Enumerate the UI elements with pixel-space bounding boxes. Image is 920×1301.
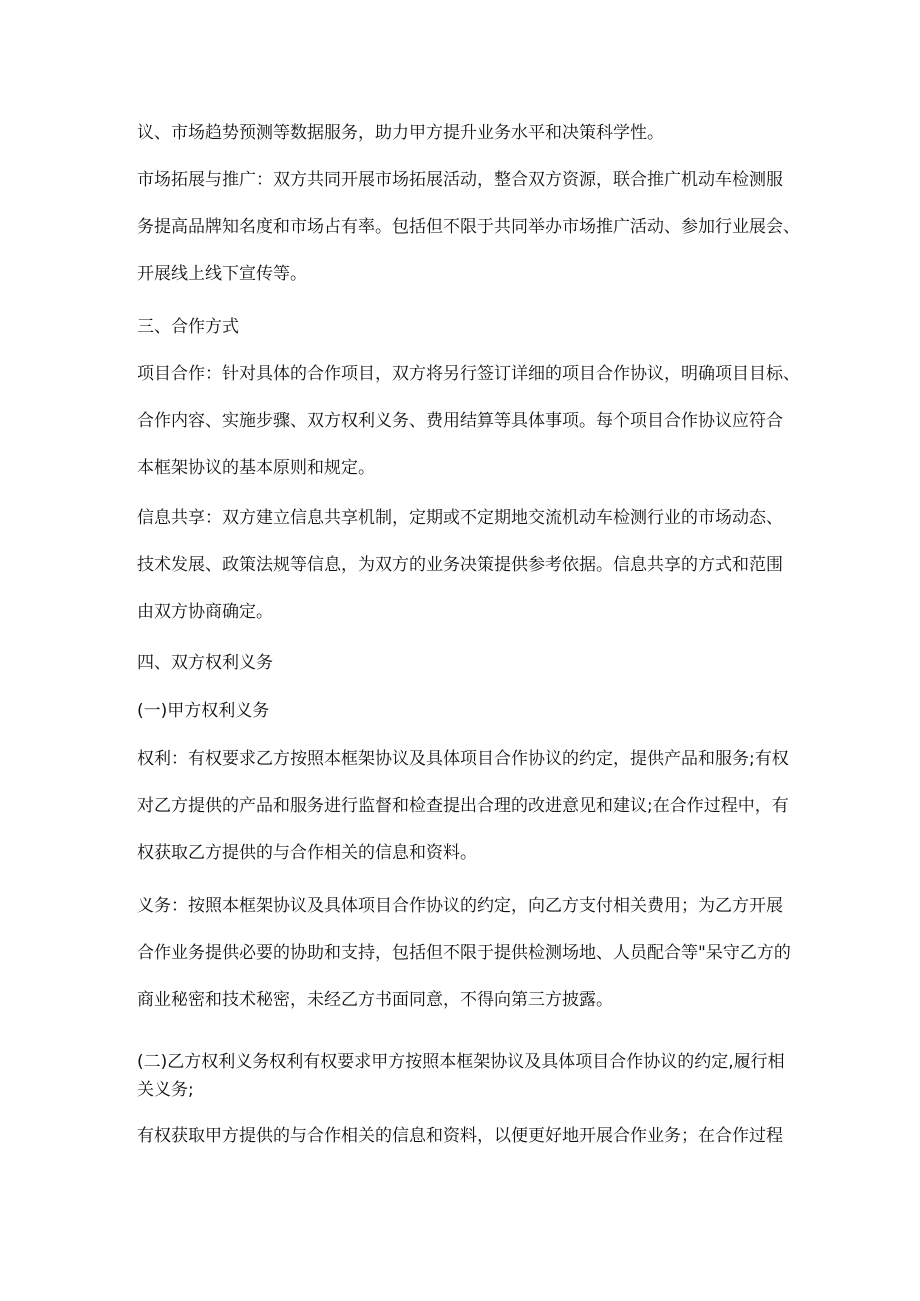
text-line: 权获取乙方提供的与合作相关的信息和资料。	[137, 843, 477, 863]
text-line: 商业秘密和技术秘密，未经乙方书面同意，不得向第三方披露。	[137, 990, 613, 1010]
text-line: 由双方协商确定。	[137, 602, 273, 622]
text-line: 义务：按照本框架协议及具体项目合作协议的约定，向乙方支付相关费用；为乙方开展	[137, 896, 783, 916]
subsection-heading: (一)甲方权利义务	[137, 701, 270, 721]
paragraph-data-services	[137, 110, 797, 157]
text-line: 开展线上线下宣传等。	[137, 264, 307, 284]
paragraph-project-cooperation	[137, 351, 800, 492]
text-line: 技术发展、政策法规等信息，为双方的业务决策提供参考依据。信息共享的方式和范围	[137, 555, 783, 575]
text-line: (二)乙方权利义务权利有权要求甲方按照本框架协议及具体项目合作协议的约定,履行相	[137, 1052, 785, 1072]
text-line: 信息共享：双方建立信息共享机制，定期或不定期地交流机动车检测行业的市场动态、	[137, 508, 783, 528]
paragraph-party-b-rights	[137, 1113, 797, 1160]
text-line: 市场拓展与推广：双方共同开展市场拓展活动，整合双方资源，联合推广机动车检测服	[137, 170, 783, 190]
section-heading: 三、合作方式	[137, 317, 239, 337]
section-heading-cooperation-methods	[137, 304, 797, 351]
text-line: 务提高品牌知名度和市场占有率。包括但不限于共同举办市场推广活动、参加行业展会、	[137, 217, 800, 237]
text-line: 有权获取甲方提供的与合作相关的信息和资料，以便更好地开展合作业务；在合作过程	[137, 1126, 783, 1146]
text-line: 项目合作：针对具体的合作项目，双方将另行签订详细的项目合作协议，明确项目目标、	[137, 364, 800, 384]
section-heading: 四、双方权利义务	[137, 653, 273, 673]
paragraph-party-a-obligations	[137, 883, 797, 1024]
text-line: 本框架协议的基本原则和规定。	[137, 458, 375, 478]
paragraph-information-sharing	[137, 495, 797, 636]
section-heading-rights-obligations	[137, 640, 797, 687]
text-line: 合作业务提供必要的协助和支持，包括但不限于提供检测场地、人员配合等"呆守乙方的	[137, 943, 791, 963]
text-line: 合作内容、实施步骤、双方权利义务、费用结算等具体事项。每个项目合作协议应符合	[137, 411, 783, 431]
paragraph-party-b	[137, 1048, 797, 1104]
text-line: 对乙方提供的产品和服务进行监督和检查提出合理的改进意见和建议;在合作过程中，有	[137, 796, 789, 816]
text-line: 议、市场趋势预测等数据服务，助力甲方提升业务水平和决策科学性。	[137, 123, 664, 143]
text-line: 关义务;	[137, 1080, 194, 1100]
subheading-party-a	[137, 688, 797, 735]
paragraph-market-expansion	[137, 157, 800, 298]
text-line: 权利：有权要求乙方按照本框架协议及具体项目合作协议的约定，提供产品和服务;有权	[137, 749, 789, 769]
paragraph-party-a-rights	[137, 736, 797, 877]
